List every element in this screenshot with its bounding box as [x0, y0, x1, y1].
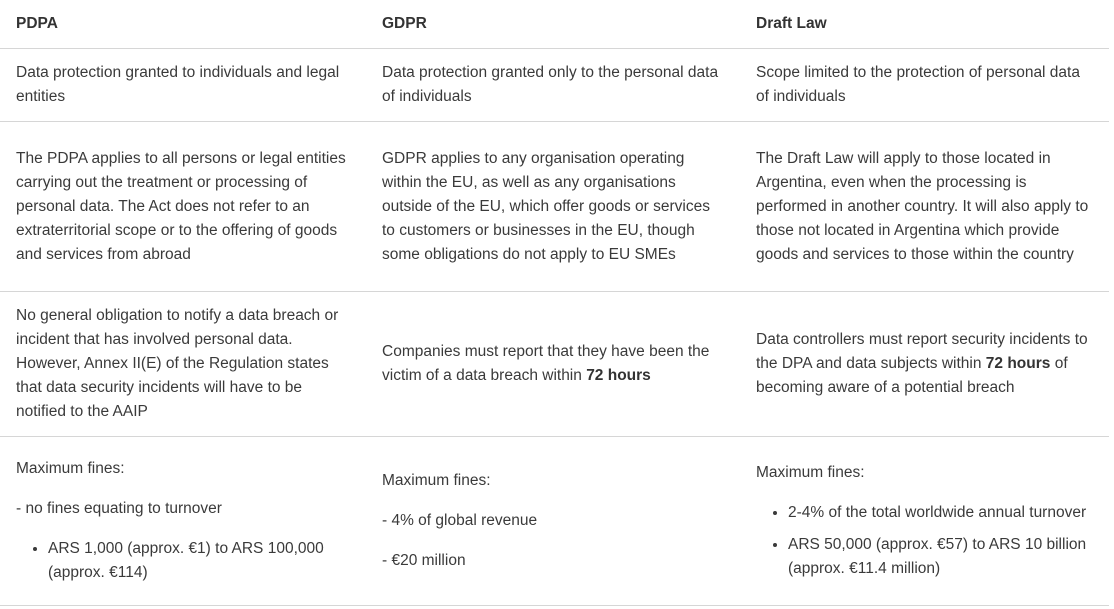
pdpa-fines-line: - no fines equating to turnover: [16, 500, 222, 517]
pdpa-fines-list: [16, 537, 350, 585]
draft-breach-text-end: of becoming aware of a potential breach: [756, 355, 1068, 396]
header-pdpa: PDPA: [0, 0, 366, 49]
cell-gdpr-breach: [366, 292, 740, 437]
pdpa-fines-heading: Maximum fines:: [16, 460, 125, 477]
cell-pdpa-breach: No general obligation to notify a data breach or incident that has involved personal data. However, Annex II(E) of the Regulation states that data security incidents will have to be notified to the AAIP: [0, 292, 366, 437]
cell-gdpr-fines: [366, 437, 740, 606]
gdpr-fines-heading: Maximum fines:: [382, 472, 491, 489]
table-row-scope: [0, 49, 1109, 122]
cell-draft-territorial: The Draft Law will apply to those located in Argentina, even when the processing is performed in another country. It will also apply to those not located in Argentina which provide goods and services to those within the country: [740, 122, 1109, 292]
header-gdpr: GDPR: [366, 0, 740, 49]
table-row-breach: [0, 292, 1109, 437]
gdpr-breach-deadline: 72 hours: [586, 367, 651, 384]
list-item: • 2-4% of the total worldwide annual turnover: [788, 501, 1093, 525]
list-item: • ARS 50,000 (approx. €57) to ARS 10 billion (approx. €11.4 million): [788, 533, 1093, 581]
gdpr-fines-line: - 4% of global revenue: [382, 512, 538, 529]
cell-gdpr-scope: Data protection granted only to the personal data of individuals: [366, 49, 740, 122]
cell-draft-fines: [740, 437, 1109, 606]
header-draft-law: Draft Law: [740, 0, 1109, 49]
table-row-fines: [0, 437, 1109, 606]
table-row-territorial: [0, 122, 1109, 292]
cell-draft-scope: Scope limited to the protection of personal data of individuals: [740, 49, 1109, 122]
draft-breach-text: Data controllers must report security incidents to the DPA and data subjects within: [756, 331, 1088, 372]
cell-gdpr-territorial: GDPR applies to any organisation operating within the EU, as well as any organisations outside of the EU, which offer goods or services to customers or businesses in the EU, though some obligations do not apply to EU SMEs: [366, 122, 740, 292]
cell-pdpa-territorial: The PDPA applies to all persons or legal entities carrying out the treatment or processing of personal data. The Act does not refer to an extraterritorial scope or to the offering of goods and services from abroad: [0, 122, 366, 292]
cell-draft-breach: [740, 292, 1109, 437]
gdpr-fines-line: - €20 million: [382, 552, 466, 569]
cell-pdpa-fines: [0, 437, 366, 606]
cell-pdpa-scope: Data protection granted to individuals and legal entities: [0, 49, 366, 122]
list-item: • ARS 1,000 (approx. €1) to ARS 100,000 (approx. €114): [48, 537, 350, 585]
gdpr-breach-text: Companies must report that they have been the victim of a data breach within: [382, 343, 710, 384]
draft-fines-list: [756, 501, 1093, 581]
draft-breach-deadline: 72 hours: [985, 355, 1051, 372]
draft-fines-heading: Maximum fines:: [756, 464, 865, 481]
header-row: [0, 0, 1109, 49]
